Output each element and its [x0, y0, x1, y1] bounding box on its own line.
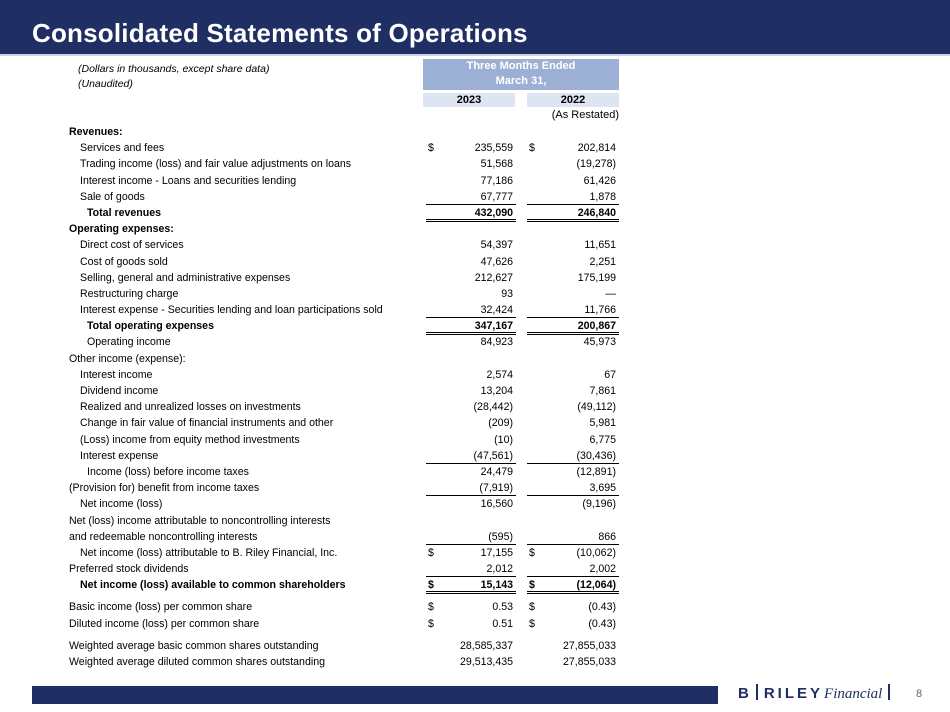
row-label: Sale of goods: [80, 190, 145, 203]
table-row: [0, 415, 950, 431]
value-2022: [527, 318, 619, 335]
value-2022: [527, 448, 619, 464]
value-2023: [426, 599, 516, 614]
amount: 0.51: [492, 617, 513, 630]
value-2023: [426, 480, 516, 496]
amount: 1,878: [589, 190, 616, 203]
value-2023: [426, 561, 516, 577]
table-row: [0, 318, 950, 334]
amount: 13,204: [480, 385, 513, 397]
row-label: Change in fair value of financial instruments and other: [80, 417, 334, 430]
logo-separator: [756, 684, 758, 700]
amount: 432,090: [474, 206, 513, 219]
amount: 67,777: [480, 190, 513, 203]
amount: 200,867: [577, 320, 616, 333]
amount: (9,196): [582, 498, 616, 511]
amount: 51,568: [480, 158, 513, 171]
value-2022: [527, 140, 619, 155]
value-2023: [426, 399, 516, 414]
amount: (12,064): [576, 579, 616, 592]
row-label: Preferred stock dividends: [69, 563, 189, 576]
units-note: (Dollars in thousands, except share data): [78, 63, 270, 75]
value-2022: [527, 302, 619, 318]
value-2022: [527, 616, 619, 631]
table-row: [0, 545, 950, 561]
value-2023: [426, 367, 516, 382]
amount: 27,855,033: [562, 656, 616, 668]
amount: 2,012: [486, 563, 513, 576]
title-bar: [0, 0, 950, 54]
row-label: Total revenues: [87, 206, 161, 219]
amount: 11,766: [584, 304, 616, 317]
currency-symbol: $: [529, 546, 535, 559]
table-row: [0, 496, 950, 512]
logo-riley: RILEY: [763, 685, 824, 702]
table-row: [0, 513, 950, 529]
amount: 29,513,435: [459, 656, 513, 668]
currency-symbol: $: [428, 617, 434, 630]
title-rule: [0, 54, 950, 56]
row-label: Basic income (loss) per common share: [69, 601, 253, 614]
table-row: [0, 334, 950, 350]
table-row: [0, 351, 950, 367]
table-row: [0, 599, 950, 615]
period-line2: March 31,: [495, 75, 547, 87]
amount: 27,855,033: [562, 639, 616, 652]
table-row: [0, 448, 950, 464]
amount: (10): [494, 433, 513, 446]
amount: 45,973: [583, 336, 616, 349]
table-row: [0, 399, 950, 415]
table-row: [0, 577, 950, 593]
table-row: [0, 616, 950, 632]
value-2023: [426, 415, 516, 430]
currency-symbol: $: [529, 617, 535, 630]
row-label: Net income (loss) available to common shareholders: [80, 579, 346, 592]
row-label: Other income (expense):: [69, 352, 186, 365]
amount: 6,775: [589, 433, 616, 446]
value-2022: [527, 480, 619, 496]
value-2022: [527, 270, 619, 285]
statement-table: [0, 124, 950, 670]
table-row: [0, 124, 950, 140]
row-label: Interest income: [80, 368, 153, 381]
value-2022: [527, 237, 619, 252]
amount: 866: [598, 530, 616, 543]
value-2023: [426, 334, 516, 349]
table-row: [0, 270, 950, 286]
currency-symbol: $: [529, 142, 535, 155]
value-2022: [527, 415, 619, 430]
amount: 67: [604, 368, 616, 381]
table-row: [0, 529, 950, 545]
amount: 3,695: [589, 482, 616, 495]
amount: (0.43): [588, 601, 616, 614]
table-row: [0, 140, 950, 156]
row-label: and redeemable noncontrolling interests: [69, 530, 258, 543]
currency-symbol: $: [428, 579, 434, 592]
value-2023: [426, 270, 516, 285]
table-row: [0, 302, 950, 318]
value-2022: [527, 383, 619, 398]
value-2022: [527, 254, 619, 269]
row-label: Direct cost of services: [80, 239, 184, 252]
currency-symbol: $: [529, 579, 535, 592]
value-2023: [426, 496, 516, 511]
page-title: Consolidated Statements of Operations: [32, 18, 528, 48]
value-2022: [527, 205, 619, 222]
value-2023: [426, 654, 516, 669]
table-row: [0, 480, 950, 496]
table-row: [0, 638, 950, 654]
amount: 47,626: [480, 255, 513, 268]
table-row: [0, 286, 950, 302]
row-label: Weighted average diluted common shares outstanding: [69, 656, 325, 668]
amount: —: [605, 287, 616, 300]
value-2022: [527, 432, 619, 447]
footer-bar: [32, 686, 718, 704]
amount: 175,199: [577, 271, 616, 284]
value-2023: [426, 577, 516, 594]
table-row: [0, 383, 950, 399]
value-2022: [527, 367, 619, 382]
logo-financial: Financial: [824, 686, 883, 702]
amount: (47,561): [473, 449, 513, 462]
amount: (10,062): [576, 546, 616, 559]
row-label: Realized and unrealized losses on investments: [80, 401, 301, 414]
currency-symbol: $: [428, 601, 434, 614]
amount: 0.53: [492, 601, 513, 614]
amount: 28,585,337: [459, 639, 513, 652]
amount: 212,627: [474, 271, 513, 284]
value-2022: [527, 189, 619, 205]
currency-symbol: $: [529, 601, 535, 614]
amount: 2,251: [589, 255, 616, 268]
value-2023: [426, 173, 516, 188]
amount: 16,560: [480, 498, 513, 511]
amount: (12,891): [576, 465, 616, 478]
amount: 84,923: [480, 336, 513, 349]
value-2023: [426, 464, 516, 479]
amount: (0.43): [588, 617, 616, 630]
value-2023: [426, 318, 516, 335]
amount: 347,167: [474, 320, 513, 333]
value-2023: [426, 545, 516, 560]
amount: 246,840: [577, 206, 616, 219]
table-row: [0, 254, 950, 270]
table-row: [0, 432, 950, 448]
row-label: (Provision for) benefit from income taxes: [69, 482, 260, 495]
row-label: Operating income: [87, 336, 171, 349]
value-2023: [426, 638, 516, 653]
row-label: Weighted average basic common shares outstanding: [69, 639, 319, 652]
amount: (28,442): [473, 401, 513, 414]
year-2022-header: 2022: [527, 93, 619, 107]
page-number: 8: [916, 688, 923, 700]
table-row: [0, 654, 950, 670]
value-2023: [426, 237, 516, 252]
value-2022: [527, 399, 619, 414]
table-row: [0, 221, 950, 237]
table-row: [0, 156, 950, 172]
currency-symbol: $: [428, 546, 434, 559]
value-2023: [426, 616, 516, 631]
row-label: Restructuring charge: [80, 287, 179, 300]
value-2022: [527, 577, 619, 594]
table-row: [0, 367, 950, 383]
row-label: Dividend income: [80, 385, 159, 397]
row-label: Trading income (loss) and fair value adjustments on loans: [80, 158, 352, 171]
row-label: Interest expense - Securities lending and loan participations sold: [80, 304, 383, 317]
year-2023-header: 2023: [423, 93, 515, 107]
value-2023: [426, 140, 516, 155]
value-2022: [527, 638, 619, 653]
value-2022: [527, 561, 619, 577]
unaudited-note: (Unaudited): [78, 78, 133, 90]
period-header: [423, 59, 619, 90]
amount: 32,424: [480, 304, 513, 317]
row-label: Interest expense: [80, 449, 159, 462]
value-2023: [426, 432, 516, 447]
logo-b: B: [738, 685, 750, 702]
value-2022: [527, 173, 619, 188]
amount: 15,143: [480, 579, 513, 592]
amount: (595): [488, 530, 513, 543]
value-2023: [426, 529, 516, 545]
amount: (7,919): [479, 482, 513, 495]
table-row: [0, 205, 950, 221]
value-2023: [426, 302, 516, 318]
value-2022: [527, 599, 619, 614]
amount: 2,002: [589, 563, 616, 576]
value-2023: [426, 156, 516, 171]
value-2023: [426, 254, 516, 269]
restated-note: (As Restated): [551, 109, 619, 121]
value-2023: [426, 383, 516, 398]
value-2022: [527, 464, 619, 479]
row-label: Selling, general and administrative expenses: [80, 271, 291, 284]
value-2022: [527, 286, 619, 301]
value-2023: [426, 448, 516, 464]
amount: 5,981: [589, 417, 616, 430]
row-label: Interest income - Loans and securities lending: [80, 174, 297, 187]
amount: 17,155: [480, 546, 513, 559]
row-label: Operating expenses:: [69, 223, 174, 236]
amount: 2,574: [486, 368, 513, 381]
amount: (19,278): [576, 158, 616, 171]
amount: 54,397: [480, 239, 513, 252]
value-2023: [426, 286, 516, 301]
amount: 202,814: [577, 142, 616, 155]
amount: 11,651: [584, 239, 616, 252]
table-row: [0, 173, 950, 189]
value-2023: [426, 189, 516, 205]
value-2022: [527, 496, 619, 511]
row-label: Total operating expenses: [87, 320, 214, 333]
row-label: Net (loss) income attributable to noncontrolling interests: [69, 514, 331, 527]
row-label: Revenues:: [69, 126, 123, 138]
row-label: (Loss) income from equity method investments: [80, 433, 300, 446]
value-2022: [527, 334, 619, 349]
amount: 77,186: [480, 174, 513, 187]
row-label: Net income (loss) attributable to B. Riley Financial, Inc.: [80, 546, 338, 559]
table-row: [0, 464, 950, 480]
value-2022: [527, 156, 619, 171]
amount: 24,479: [480, 465, 513, 478]
amount: 7,861: [589, 385, 616, 397]
table-row: [0, 237, 950, 253]
row-label: Services and fees: [80, 142, 165, 155]
amount: 61,426: [583, 174, 616, 187]
row-label: Diluted income (loss) per common share: [69, 617, 260, 630]
row-label: Income (loss) before income taxes: [87, 465, 249, 478]
row-label: Net income (loss): [80, 498, 163, 511]
row-label: Cost of goods sold: [80, 255, 168, 268]
amount: 235,559: [474, 142, 513, 155]
amount: (49,112): [577, 401, 616, 414]
value-2022: [527, 545, 619, 560]
period-line1: Three Months Ended: [466, 60, 576, 72]
currency-symbol: $: [428, 142, 434, 155]
table-row: [0, 561, 950, 577]
value-2023: [426, 205, 516, 222]
logo-separator-end: [888, 684, 890, 700]
value-2022: [527, 654, 619, 669]
amount: 93: [501, 287, 513, 300]
amount: (30,436): [576, 449, 616, 462]
value-2022: [527, 529, 619, 545]
b-riley-logo: [738, 684, 896, 706]
amount: (209): [488, 417, 513, 430]
table-row: [0, 189, 950, 205]
